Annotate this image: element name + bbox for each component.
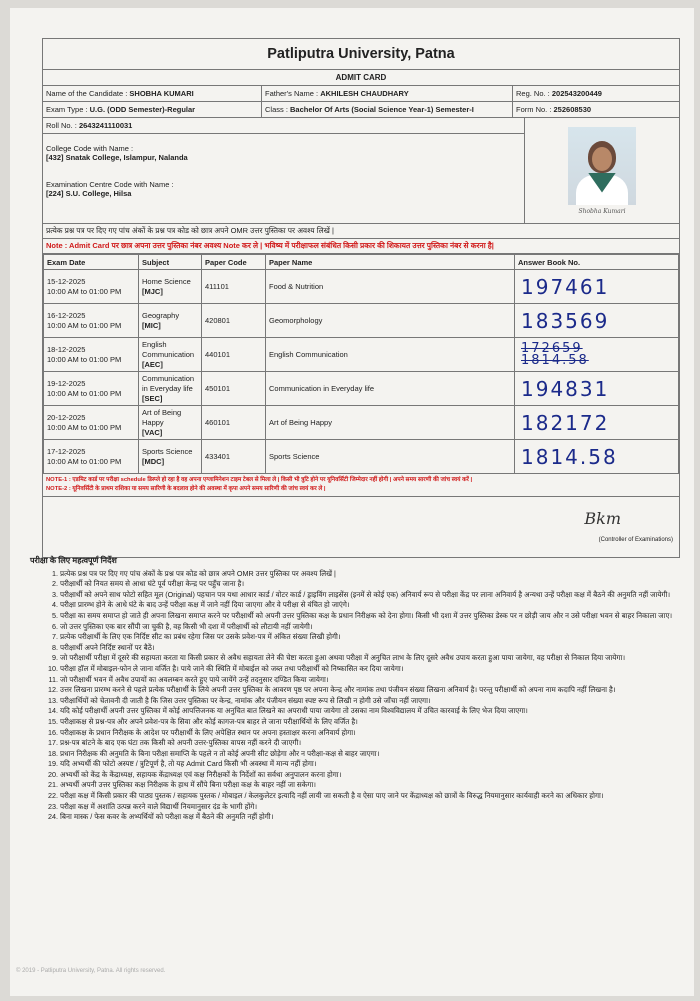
- father-name: Father's Name : AKHILESH CHAUDHARY: [262, 86, 513, 101]
- instruction-item: 11. जो परीक्षार्थी भवन में अवैध उपायों का अवलम्बन करते हुए पाये जायेंगे उन्हें तदनुसार दण्डित किया जायेगा।: [60, 675, 680, 686]
- paper-code-cell: 420801: [202, 304, 266, 338]
- header-subject: Subject: [139, 255, 202, 270]
- instruction-item: 3. परीक्षार्थी को अपने साथ फोटो सहित मूल (Original) पहचान पत्र यथा आधार कार्ड / वोटर कार्ड / ड्राइविंग लाइसेंस (इनमें से कोई एक) अनिवार्य रूप से परीक्षा केंद्र पर लाना अनिवार्य है अन्यथा उन्हें परीक्षा कक्ष में बैठने की अनुमति नहीं जायेगी।: [60, 590, 680, 601]
- subject-cell: Art of Being Happy [VAC]: [139, 406, 202, 440]
- subject-cell: Home Science [MJC]: [139, 270, 202, 304]
- paper-code-cell: 433401: [202, 440, 266, 474]
- college-label: College Code with Name :: [46, 144, 134, 153]
- instruction-item: 14. यदि कोई परीक्षार्थी अपनी उत्तर पुस्तिका में कोई आपत्तिजनक या अनुचित बात लिखने का अपराधी पाया जायेगा तो उसका नाम विश्वविद्यालय में उचित कारवाई के लिए भेज दिया जाएगा।: [60, 706, 680, 717]
- instruction-item: 6. जो उत्तर पुस्तिका एक बार सौंपी जा चुकी है, वह किसी भी दशा में परीक्षार्थी को लौटायी नहीं जायेगी।: [60, 622, 680, 633]
- roll-no: Roll No. : 2643241110031: [43, 118, 524, 134]
- instruction-item: 17. प्रश्न-पत्र बांटने के बाद एक घंटा तक किसी को अपनी उत्तर-पुस्तिका वापस नहीं करने दी जाएगी।: [60, 738, 680, 749]
- controller-label: (Controller of Examinations): [598, 537, 673, 543]
- instruction-item: 5. परीक्षा का समय समाप्त हो जाते ही अपना लिखना समाप्त करने पर परीक्षार्थी को अपनी उत्तर पुस्तिका कक्ष के प्रधान निरीक्षक को देना होगा। किसी भी दशा में उत्तर पुस्तिका डेस्क पर न छोड़ी जाय और न उसे परीक्षा भवन से बाहर निकाला जाए।: [60, 611, 680, 622]
- instruction-item: 1. प्रत्येक प्रश्न पत्र पर दिए गए पांच अंकों के प्रश्न पत्र कोड को छात्र अपने OMR उत्तर पुस्तिका पर अवश्य लिखें |: [60, 569, 680, 580]
- form-no: Form No. : 252608530: [516, 105, 592, 114]
- instruction-item: 10. परीक्षा हॉल में मोबाइल-फोन ले जाना वर्जित है। पाये जाने की स्थिति में मोबाईल को जब्त तथा परीक्षार्थी को निष्कासित कर दिया जायेगा।: [60, 664, 680, 675]
- instruction-item: 13. परीक्षार्थियों को चेतावनी दी जाती है कि जिस उत्तर पुस्तिका पर केन्द्र, नामांक और पंजीयन संख्या स्पष्ट रूप से लिखी न होगी उसे जाँचा नहीं जाएगा।: [60, 696, 680, 707]
- subject-cell: Sports Science [MDC]: [139, 440, 202, 474]
- instruction-item: 16. परीक्षाकक्ष के प्रधान निरीक्षक के आदेश पर परीक्षार्थी के लिए अपेक्षित स्थान पर अपना हस्ताक्षर करना अनिवार्य होगा।: [60, 728, 680, 739]
- instruction-item: 18. प्रधान निरीक्षक की अनुमति के बिना परीक्षा समाप्ति के पहले न तो कोई अपनी सीट छोड़ेगा और न परीक्षा-कक्ष से बाहर जाएगा।: [60, 749, 680, 760]
- paper-code-cell: 450101: [202, 372, 266, 406]
- details-block: [43, 118, 679, 224]
- table-row: [44, 440, 679, 474]
- instruction-item: 21. अभ्यर्थी अपनी उत्तर पुस्तिका कक्ष निरीक्षक के हाथ में सौंपे बिना परीक्षा कक्ष के बाहर नहीं जा सकेगा।: [60, 780, 680, 791]
- answer-book-cell: 183569: [515, 304, 679, 338]
- exam-date-cell: 17-12-2025 10:00 AM to 01:00 PM: [44, 440, 139, 474]
- exam-date-cell: 16-12-2025 10:00 AM to 01:00 PM: [44, 304, 139, 338]
- row-names: [43, 86, 679, 102]
- answer-book-cell: 182172: [515, 406, 679, 440]
- exam-table: [43, 254, 679, 474]
- table-row: [44, 372, 679, 406]
- instruction-item: 24. बिना मास्क / फेस कवर के अभ्यर्थियों को परीक्षा कक्ष में बैठने की अनुमति नहीं होगी।: [60, 812, 680, 823]
- exam-date-cell: 20-12-2025 10:00 AM to 01:00 PM: [44, 406, 139, 440]
- photo-image: [568, 127, 636, 205]
- instructions-list: [30, 569, 680, 823]
- centre-label: Examination Centre Code with Name :: [46, 180, 174, 189]
- row-exam: [43, 102, 679, 118]
- table-row: [44, 270, 679, 304]
- class: Class : Bachelor Of Arts (Social Science Year-1) Semester-I: [262, 102, 513, 117]
- table-row: [44, 406, 679, 440]
- paper-name-cell: Art of Being Happy: [266, 406, 515, 440]
- centre-name: [224] S.U. College, Hilsa: [46, 189, 132, 198]
- answer-book-cell: 172659 1814.58: [515, 338, 679, 372]
- copyright: © 2019 - Patliputra University, Patna. All rights reserved.: [16, 968, 166, 974]
- table-row: [44, 304, 679, 338]
- instruction-item: 19. यदि अभ्यर्थी की फोटो अस्पष्ट / त्रुटिपूर्ण है, तो यह Admit Card किसी भी अवस्था में मान्य नहीं होगा।: [60, 759, 680, 770]
- footnote-1: NOTE-1 : एडमिट कार्ड पर परीक्षा schedule डिस्प्ले हो रहा है वह अपना एग्जामिनेशन टाइम टेबल से मिला ले | किसी भी त्रुटि होने पर यूनिवर्सिटी जिम्मेदार नहीं होगी | अपने समय सारणी की जांच स्वयं करें |: [46, 477, 473, 483]
- instruction-item: 7. प्रत्येक परीक्षार्थी के लिए एक निर्दिष्ट सीट का प्रबंध रहेगा जिस पर उसके प्रवेश-पत्र में अंकित संख्या लिखी होगी।: [60, 632, 680, 643]
- header-exam-date: Exam Date: [44, 255, 139, 270]
- paper-name-cell: Communication in Everyday life: [266, 372, 515, 406]
- exam-date-cell: 19-12-2025 10:00 AM to 01:00 PM: [44, 372, 139, 406]
- answer-book-cell: 194831: [515, 372, 679, 406]
- answer-book-cell: 1814.58: [515, 440, 679, 474]
- instruction-item: 8. परीक्षार्थी अपने निर्दिष्ट स्थानों पर बैठें।: [60, 643, 680, 654]
- exam-date-cell: 18-12-2025 10:00 AM to 01:00 PM: [44, 338, 139, 372]
- instruction-item: 4. परीक्षा प्रारम्भ होने के आधे घंटे के बाद उन्हें परीक्षा कक्ष में जाने नहीं दिया जाएगा और वे परीक्षा से वंचित हो जाएंगे।: [60, 600, 680, 611]
- university-title: Patliputra University, Patna: [43, 39, 679, 70]
- subject-cell: Geography [MIC]: [139, 304, 202, 338]
- table-row: [44, 338, 679, 372]
- header-paper-code: Paper Code: [202, 255, 266, 270]
- paper-name-cell: English Communication: [266, 338, 515, 372]
- paper-code-cell: 460101: [202, 406, 266, 440]
- instruction-item: 12. उत्तर लिखना प्रारम्भ करने से पहले प्रत्येक परीक्षार्थी के लिये अपनी उत्तर पुस्तिका के आवरण पृष्ठ पर अपना केन्द्र और नामांक तथा पंजीयन संख्या लिखना अनिवार्य है। परन्तु परीक्षार्थी को अपना नाम कदापि नहीं लिखना है।: [60, 685, 680, 696]
- instruction-item: 22. परीक्षा कक्ष में किसी प्रकार की पाठ्य पुस्तक / सहायक पुस्तक / मोबाइल / केलकुलेटर इत्यादि नहीं लायी जा सकती है व ऐसा पाए जाने पर केंद्राध्यक्ष को छात्रों के विरुद्ध नियमानुसार कार्यवाही करने का अधिकार होगा।: [60, 791, 680, 802]
- note-paper-code: प्रत्येक प्रश्न पत्र पर दिए गए पांच अंकों के प्रश्न पत्र कोड को छात्र अपने OMR उत्तर पुस्तिका पर अवश्य लिखें |: [43, 224, 679, 239]
- instruction-item: 2. परीक्षार्थी को नियत समय से आधा घंटे पूर्व परीक्षा केन्द्र पर पहुँच जाना है।: [60, 579, 680, 590]
- instruction-item: 20. अभ्यर्थी को केंद्र के केंद्राध्यक्ष, सहायक केंद्राध्यक्ष एवं कक्ष निरीक्षकों के निर्देशों का सर्वथा अनुपालन करना होगा।: [60, 770, 680, 781]
- candidate-name: Name of the Candidate : SHOBHA KUMARI: [43, 86, 262, 101]
- document-title: ADMIT CARD: [43, 70, 679, 86]
- paper-code-cell: 411101: [202, 270, 266, 304]
- note-answer-book: Note : Admit Card पर छात्र अपना उत्तर पुस्तिका नंबर अवश्य Note कर ले | भविष्य में परीक्षाफल संबंधित किसी प्रकार की शिकायत उत्तर पुस्तिका नंबर से करना है|: [43, 239, 679, 254]
- college-name: [432] Snatak College, Islampur, Nalanda: [46, 153, 188, 162]
- footnote-2: NOTE-2 : यूनिवर्सिटी के प्राथम राशिका या समय सारिणी के बदलाव होने की अवस्था में कृपा अपने समय सारिणी की जांच स्वयं कर ले |: [46, 486, 326, 492]
- subject-cell: Communication in Everyday life [SEC]: [139, 372, 202, 406]
- header-answer-book: Answer Book No.: [515, 255, 679, 270]
- instructions: [30, 556, 680, 823]
- paper-name-cell: Food & Nutrition: [266, 270, 515, 304]
- paper-name-cell: Geomorphology: [266, 304, 515, 338]
- instructions-title: परीक्षा के लिए महत्वपूर्ण निर्देश: [30, 556, 117, 565]
- paper-name-cell: Sports Science: [266, 440, 515, 474]
- paper-code-cell: 440101: [202, 338, 266, 372]
- exam-date-cell: 15-12-2025 10:00 AM to 01:00 PM: [44, 270, 139, 304]
- reg-no: Reg. No. : 202543200449: [516, 89, 602, 98]
- details-left: [43, 118, 525, 223]
- signature-area: [43, 497, 679, 557]
- header-paper-name: Paper Name: [266, 255, 515, 270]
- footnotes: [43, 474, 679, 497]
- candidate-photo: [525, 118, 679, 223]
- instruction-item: 9. जो परीक्षार्थी परीक्षा में दूसरे की सहायता करता या किसी प्रकार से अवैध सहायता लेने की चेष्टा करता हुआ अथवा परीक्षा में अनुचित लाभ के लिए दूसरे अवैध उपाय करता हुआ पाया जायेगा, वह परीक्षा से निकाल दिया जायेगा।: [60, 653, 680, 664]
- instruction-item: 23. परीक्षा कक्ष में अशांति उत्पन्न करने वाले विद्यार्थी नियमानुसार दंड के भागी होंगे।: [60, 802, 680, 813]
- controller-signature: Bkm: [584, 509, 621, 528]
- subject-cell: English Communication [AEC]: [139, 338, 202, 372]
- answer-book-cell: 197461: [515, 270, 679, 304]
- exam-type: Exam Type : U.G. (ODD Semester)-Regular: [43, 102, 262, 117]
- admit-card: [42, 38, 680, 558]
- instruction-item: 15. परीक्षाकक्ष से प्रश्न-पत्र और अपने प्रवेश-पत्र के सिवा और कोई कागज-पत्र बाहर ले जाना परीक्षार्थियों के लिए वर्जित है।: [60, 717, 680, 728]
- candidate-signature: Shobha Kumari: [578, 207, 626, 215]
